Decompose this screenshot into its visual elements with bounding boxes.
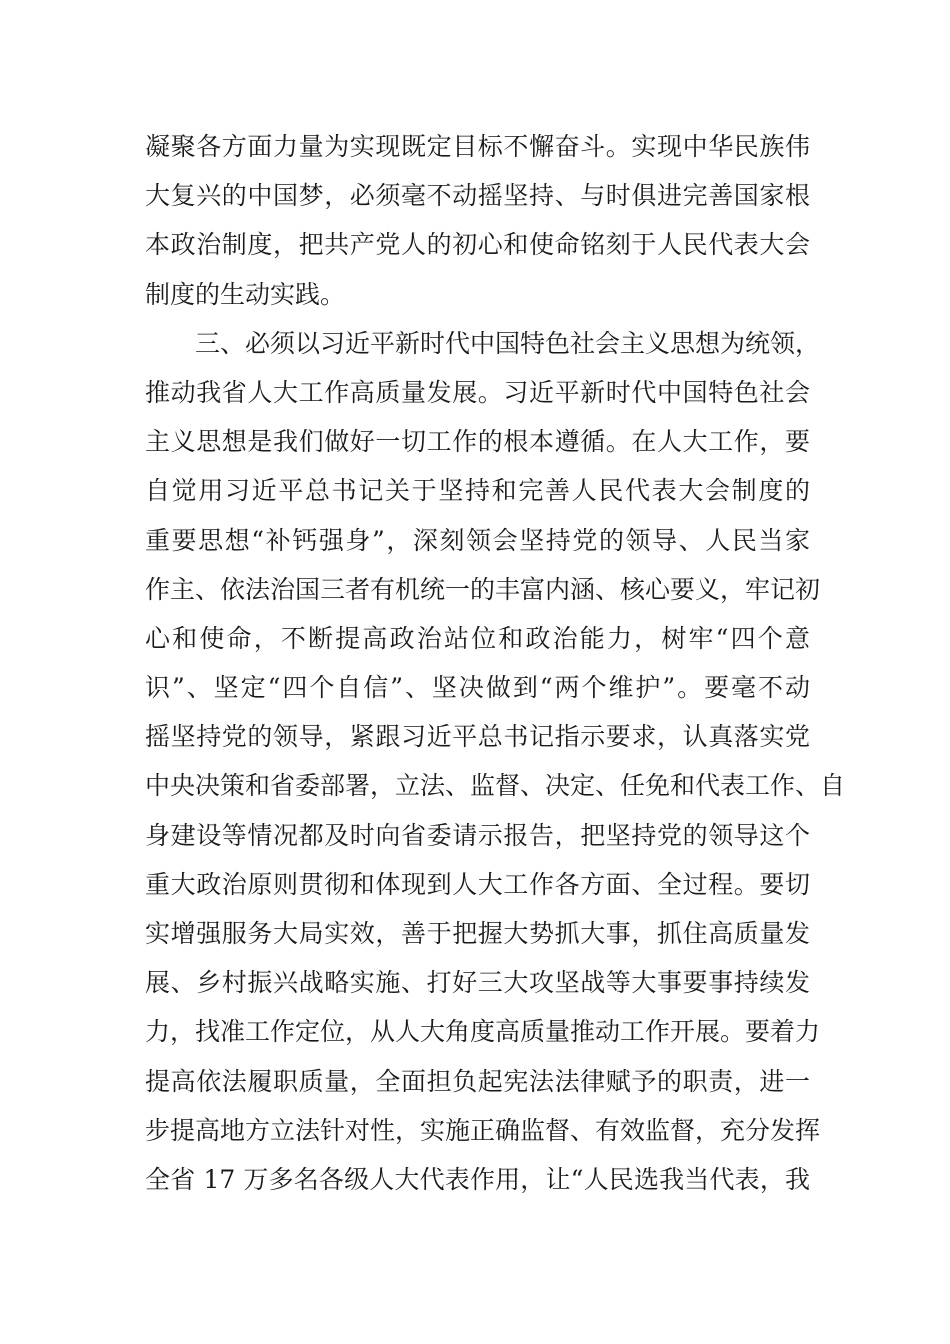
- paragraph-continued: [145, 122, 810, 319]
- text-line: 心和使命，不断提高政治站位和政治能力，树牢“四个意: [145, 623, 810, 653]
- text-line: 本政治制度，把共产党人的初心和使命铭刻于人民代表大会: [145, 230, 810, 260]
- text-line: 实增强服务大局实效，善于把握大势抓大事，抓住高质量发: [145, 919, 810, 948]
- text-line: 力，找准工作定位，从人大角度高质量推动工作开展。要着力: [145, 1017, 821, 1047]
- text-line: 提高依法履职质量，全面担负起宪法法律赋予的职责，进一: [145, 1066, 810, 1096]
- text-line: 三、必须以习近平新时代中国特色社会主义思想为统领，: [195, 328, 821, 358]
- paragraph-section-three: [145, 319, 846, 1204]
- text-line: 自觉用习近平总书记关于坚持和完善人民代表大会制度的: [145, 476, 810, 506]
- text-line: 身建设等情况都及时向省委请示报告，把坚持党的领导这个: [145, 820, 810, 850]
- text-line: 推动我省人大工作高质量发展。习近平新时代中国特色社会: [145, 377, 810, 407]
- text-line: 全省 17 万多名各级人大代表作用，让“人民选我当代表，我: [145, 1164, 810, 1194]
- text-line: 制度的生动实践。: [145, 279, 346, 309]
- text-line: 重大政治原则贯彻和体现到人大工作各方面、全过程。要切: [145, 869, 810, 899]
- text-line: 中央决策和省委部署，立法、监督、决定、任免和代表工作、自: [145, 771, 846, 801]
- text-line: 识”、坚定“四个自信”、坚决做到“两个维护”。要毫不动: [145, 673, 810, 703]
- text-line: 展、乡村振兴战略实施、打好三大攻坚战等大事要事持续发: [145, 968, 810, 998]
- text-line: 大复兴的中国梦，必须毫不动摇坚持、与时俱进完善国家根: [145, 181, 810, 211]
- text-line: 作主、依法治国三者有机统一的丰富内涵、核心要义，牢记初: [145, 574, 821, 604]
- text-line: 重要思想“补钙强身”，深刻领会坚持党的领导、人民当家: [145, 525, 810, 555]
- text-line: 步提高地方立法针对性，实施正确监督、有效监督，充分发挥: [145, 1115, 821, 1145]
- text-line: 凝聚各方面力量为实现既定目标不懈奋斗。实现中华民族伟: [145, 132, 810, 161]
- text-line: 摇坚持党的领导，紧跟习近平总书记指示要求，认真落实党: [145, 722, 810, 752]
- body-text: [145, 122, 846, 1204]
- text-line: 主义思想是我们做好一切工作的根本遵循。在人大工作，要: [145, 427, 810, 457]
